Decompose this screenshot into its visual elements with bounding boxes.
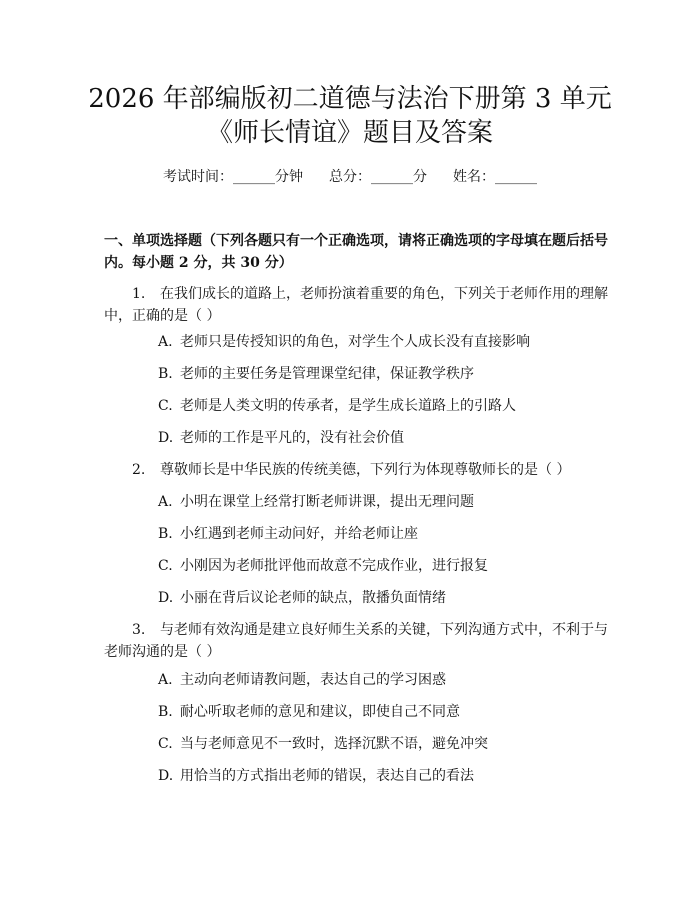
question-text: 在我们成长的道路上，老师扮演着重要的角色，下列关于老师作用的理解中，正确的是（ ） <box>104 286 608 324</box>
answer-option <box>158 733 618 755</box>
option-text: 老师的工作是平凡的，没有社会价值 <box>180 430 404 446</box>
page-title <box>0 82 700 150</box>
answer-option <box>158 427 618 449</box>
answer-option <box>158 587 618 609</box>
question-number: 3. <box>132 622 146 638</box>
answer-option <box>158 523 618 545</box>
option-text: 老师只是传授知识的角色，对学生个人成长没有直接影响 <box>180 334 530 350</box>
option-text: 小刚因为老师批评他而故意不完成作业，进行报复 <box>180 558 488 574</box>
option-text: 耐心听取老师的意见和建议，即使自己不同意 <box>180 704 460 720</box>
title-line-2: 《师长情谊》题目及答案 <box>206 118 493 148</box>
answer-option <box>158 491 618 513</box>
answer-option <box>158 669 618 691</box>
option-text: 当与老师意见不一致时，选择沉默不语，避免冲突 <box>180 736 488 752</box>
answer-option <box>158 395 618 417</box>
total-score-field: 总分：______分 <box>329 169 427 185</box>
option-text: 小红遇到老师主动问好，并给老师让座 <box>180 526 418 542</box>
question-stem <box>104 619 612 663</box>
option-letter: C. <box>158 736 173 752</box>
option-text: 老师的主要任务是管理课堂纪律，保证教学秩序 <box>180 366 474 382</box>
question-stem <box>104 459 612 481</box>
option-letter: B. <box>158 366 173 382</box>
section-heading: 一、单项选择题（下列各题只有一个正确选项，请将正确选项的字母填在题后括号内。每小题 2 分，共 30 分） <box>104 233 608 271</box>
question-number: 2. <box>132 462 146 478</box>
exam-time-field: 考试时间：______分钟 <box>163 169 303 185</box>
option-letter: D. <box>158 590 174 606</box>
question-text: 尊敬师长是中华民族的传统美德，下列行为体现尊敬师长的是（ ） <box>160 462 571 478</box>
answer-option <box>158 363 618 385</box>
option-text: 主动向老师请教问题，表达自己的学习困惑 <box>180 672 446 688</box>
option-letter: C. <box>158 558 173 574</box>
option-letter: C. <box>158 398 173 414</box>
option-letter: B. <box>158 526 173 542</box>
answer-option <box>158 331 618 353</box>
option-text: 老师是人类文明的传承者，是学生成长道路上的引路人 <box>180 398 516 414</box>
question-number: 1. <box>132 286 146 302</box>
question-stem <box>104 283 612 327</box>
question-text: 与老师有效沟通是建立良好师生关系的关键，下列沟通方式中，不利于与老师沟通的是（ ） <box>104 622 608 660</box>
student-name-field: 姓名：______ <box>453 169 537 185</box>
answer-option <box>158 701 618 723</box>
answer-option <box>158 555 618 577</box>
option-letter: B. <box>158 704 173 720</box>
answer-option <box>158 765 618 787</box>
exam-meta <box>0 166 700 188</box>
option-text: 用恰当的方式指出老师的错误，表达自己的看法 <box>180 768 474 784</box>
option-text: 小明在课堂上经常打断老师讲课，提出无理问题 <box>180 494 474 510</box>
option-letter: D. <box>158 430 174 446</box>
option-text: 小丽在背后议论老师的缺点，散播负面情绪 <box>180 590 446 606</box>
option-letter: A. <box>158 672 173 688</box>
title-line-1: 2026 年部编版初二道德与法治下册第 3 单元 <box>88 84 612 114</box>
option-letter: A. <box>158 334 173 350</box>
option-letter: A. <box>158 494 173 510</box>
option-letter: D. <box>158 768 174 784</box>
